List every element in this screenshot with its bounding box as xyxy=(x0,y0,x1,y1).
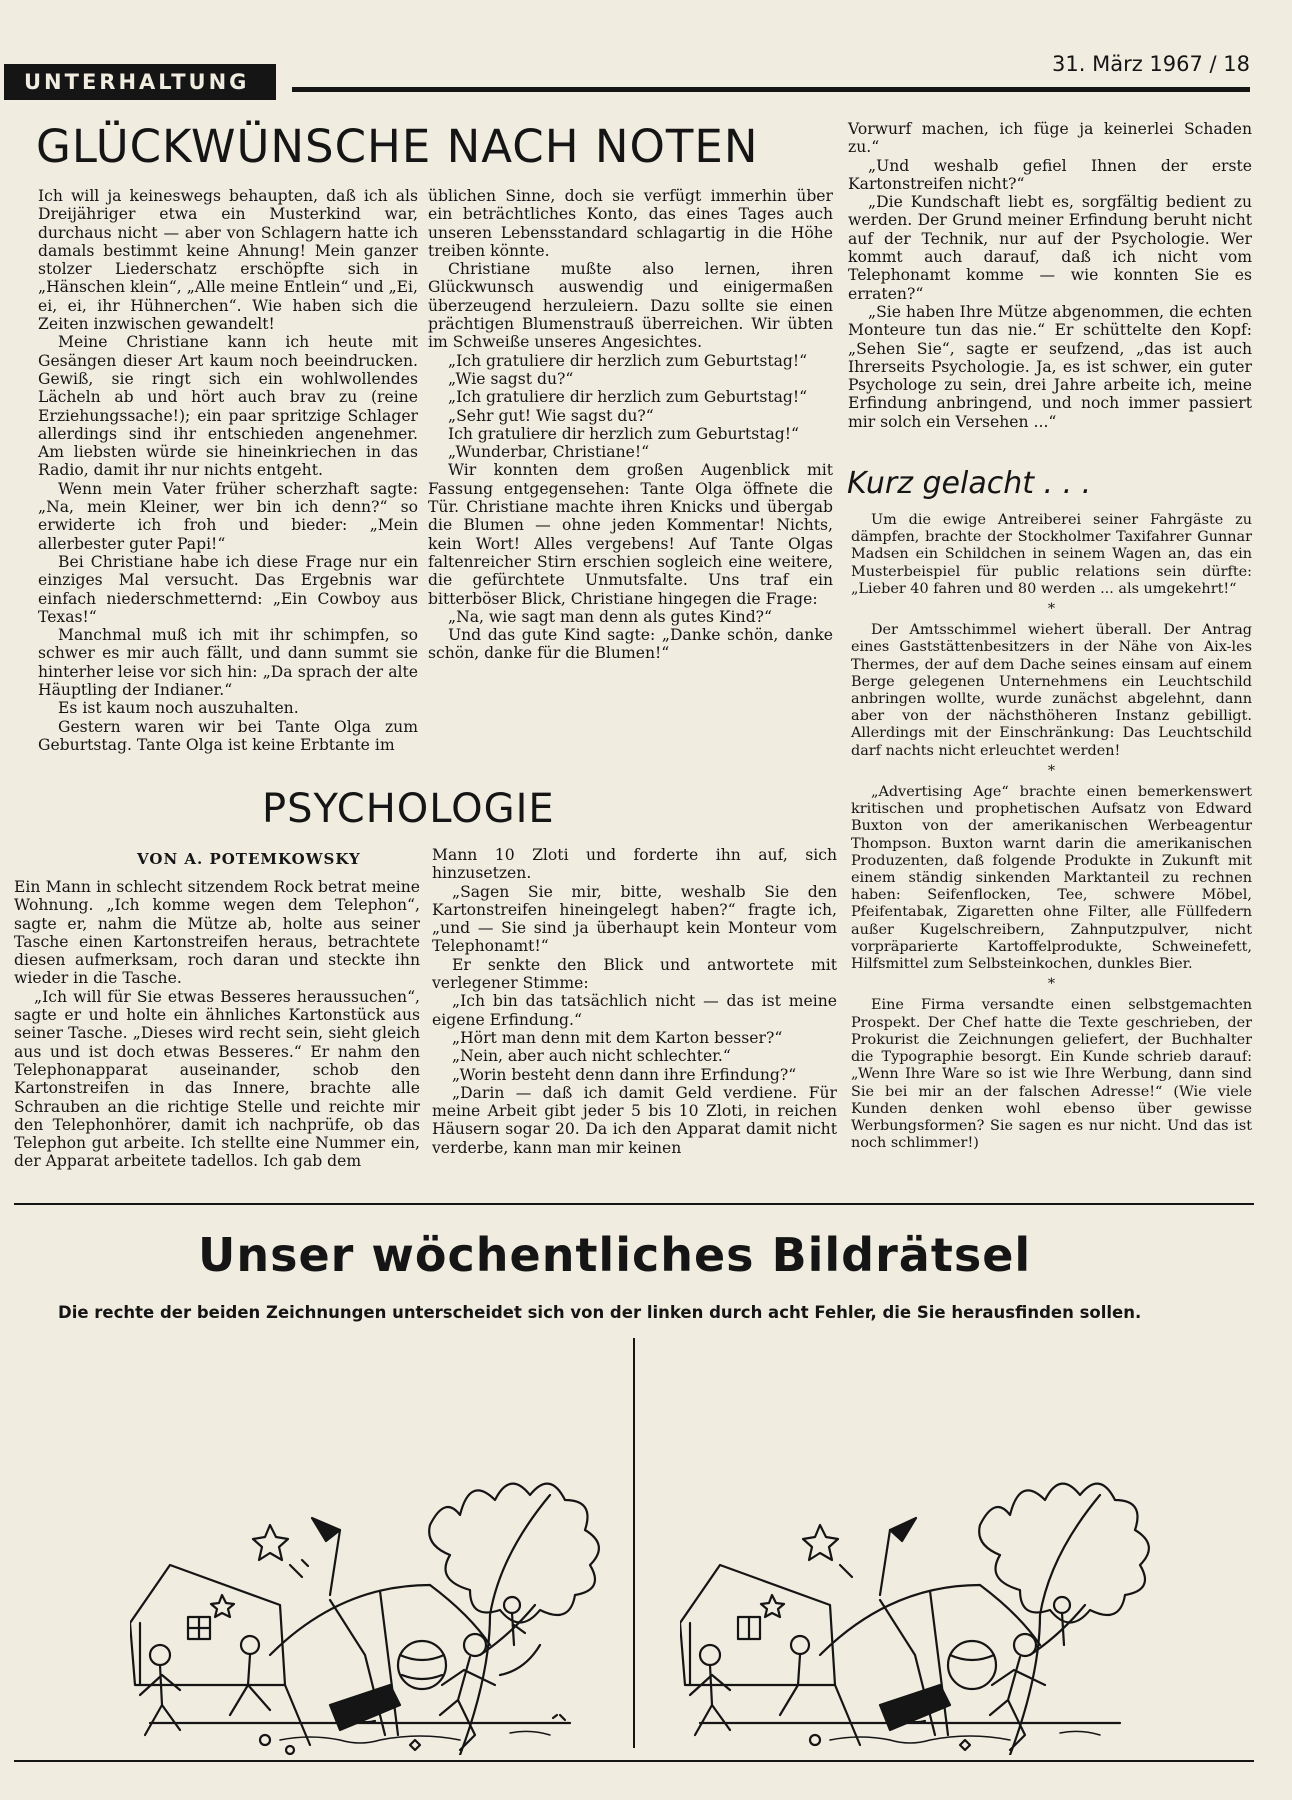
man-head xyxy=(464,1634,486,1656)
article2-column-1 xyxy=(14,878,420,1171)
paragraph: „Worin besteht denn dann ihre Erfindung?“ xyxy=(452,1065,797,1084)
paragraph: „Na, wie sagt man denn als gutes Kind?“ xyxy=(448,607,773,626)
puzzle-drawing-right xyxy=(680,1355,1150,1755)
paragraph: „Ich will für Sie etwas Besseres heraussuchen“, sagte er und holte ein ähnliches Kartonstück aus seiner Tasche. „Dieses wird recht sein, sieht gleich aus und ist doch etwas Besseres.“ Er nahm den Telephonapparat auseinander, schob den Kartonstreifen in das Innere, brachte alle Schrauben an die richtige Stelle und reichte mir den Telephonhörer, damit ich nachprüfe, ob das Telephon gut arbeite. Ich stellte eine Nummer ein, der Apparat arbeitete tadellos. Ich gab dem xyxy=(14,987,420,1171)
article2-column-3 xyxy=(848,120,1252,431)
puzzle-subtitle: Die rechte der beiden Zeichnungen unterscheidet sich von der linken durch acht Fehler, die Sie herausfinden sollen. xyxy=(58,1303,1142,1322)
paragraph: Ein Mann in schlecht sitzendem Rock betrat meine Wohnung. „Ich komme wegen dem Telephon“, sagte er, nahm die Mütze ab, holte aus seiner Tasche einen Kartonstreifen heraus, betrachtete diesen aufmerksam, roch daran und steckte ihn wieder in die Tasche. xyxy=(14,878,420,988)
paragraph: Meine Christiane kann ich heute mit Gesängen dieser Art kaum noch beeindrucken. Gewiß, sie ringt sich ein wohlwollendes Lächeln ab und hört auch brav zu (reine Erziehungssache!); ein paar spritzige Schlager allerdings sind ihr entschieden angenehmer. Am liebsten würde sie hineinkriechen in das Radio, damit ihr nur nichts entgeht. xyxy=(38,333,418,480)
paragraph: Christiane mußte also lernen, ihren Glückwunsch auswendig und einigermaßen überzeugend herzuleiern. Dazu sollte sie einen prächtigen Blumenstrauß überreichen. Wir übten im Schweiße unseres Angesichtes. xyxy=(428,260,833,352)
article1-column-2 xyxy=(428,187,833,663)
issue-date-page: 31. März 1967 / 18 xyxy=(1052,52,1250,76)
paragraph: „Und weshalb gefiel Ihnen der erste Kartonstreifen nicht?“ xyxy=(848,156,1252,193)
flag-pole xyxy=(330,1530,340,1595)
separator-asterisk: * xyxy=(1047,601,1056,618)
paragraph: „Ich gratuliere dir herzlich zum Geburtstag!“ xyxy=(448,388,808,407)
paragraph: Vorwurf machen, ich füge ja keinerlei Schaden zu.“ xyxy=(848,120,1252,157)
anecdote: Der Amtsschimmel wiehert überall. Der Antrag eines Gaststättenbesitzers in der Nähe von Aix-les Thermes, der auf dem Dache seines einsam auf einem Berge gelegenen Unternehmens ein Leuchtschild anbringen wollte, wurde zunächst abgelehnt, dann aber von der nächsthöheren Instanz gebilligt. Allerdings mit der Einschränkung: Das Leuchtschild darf nachts nicht erleuchtet werden! xyxy=(851,622,1252,759)
byline: VON A. POTEMKOWSKY xyxy=(137,850,361,868)
paragraph: „Sehr gut! Wie sagst du?“ xyxy=(448,406,654,425)
paragraph: Es ist kaum noch auszuhalten. xyxy=(58,699,299,718)
kurz-gelacht-column xyxy=(851,512,1252,1152)
puzzle-title: Unser wöchentliches Bildrätsel xyxy=(198,1228,1032,1282)
paragraph: „Ich bin das tatsächlich nicht — das ist meine eigene Erfindung.“ xyxy=(432,992,837,1029)
tree-crown xyxy=(429,1484,599,1623)
article2-column-2 xyxy=(432,846,837,1157)
paragraph: Gestern waren wir bei Tante Olga zum Geburtstag. Tante Olga ist keine Erbtante im xyxy=(38,717,418,754)
paragraph: „Sagen Sie mir, bitte, weshalb Sie den Kartonstreifen hineingelegt haben?“ fragte ich, „und — Sie sind ja überhaupt kein Monteur vom Telephonamt!“ xyxy=(432,882,837,956)
header-rule xyxy=(292,87,1250,92)
article-title-glueckwuensche: GLÜCKWÜNSCHE NACH NOTEN xyxy=(36,120,759,173)
bottom-rule xyxy=(14,1760,1254,1762)
separator-asterisk: * xyxy=(1047,762,1056,779)
anecdote: Um die ewige Antreiberei seiner Fahrgäste zu dämpfen, brachte der Stockholmer Taxifahrer Gunnar Madsen ein Schildchen in seinem Wagen an, das ein Musterbeispiel für public relations sein dürfte: „Lieber 40 fahren und 80 werden ... als umgekehrt!“ xyxy=(851,512,1252,597)
anecdote: Eine Firma versandte einen selbstgemachten Prospekt. Der Chef hatte die Texte geschrieben, der Prokurist die Zeichnungen geliefert, der Buchhalter die Typographie besorgt. Ein Kunde schrieb darauf: „Wenn Ihre Ware so ist wie Ihre Werbung, dann sind Sie bei mir an der falschen Adresse!“ (Wie viele Kunden denken wohl ebenso über gewisse Werbungsformen? Sie sagen es nur nicht. Und das ist noch schlimmer!) xyxy=(851,997,1252,1152)
paragraph: Er senkte den Blick und antwortete mit verlegener Stimme: xyxy=(432,955,837,993)
paragraph: üblichen Sinne, doch sie verfügt immerhin über ein beträchtliches Konto, das eines Tages auch unseren Lebensstandard schlagartig in die Höhe treiben könnte. xyxy=(428,187,833,260)
section-divider xyxy=(14,1203,1254,1205)
puzzle-drawing-left xyxy=(130,1355,600,1755)
article1-column-1 xyxy=(38,187,418,754)
paragraph: „Hört man denn mit dem Karton besser?“ xyxy=(452,1028,783,1047)
paragraph: „Darin — daß ich damit Geld verdiene. Für meine Arbeit gibt jeder 5 bis 10 Zloti, in reichen Häusern sogar 20. Da ich den Apparat damit nicht verderbe, kann man mir keinen xyxy=(432,1083,837,1157)
paragraph: „Nein, aber auch nicht schlechter.“ xyxy=(452,1047,731,1066)
paragraph: Ich gratuliere dir herzlich zum Geburtstag!“ xyxy=(448,424,800,443)
back-tent xyxy=(130,1565,285,1685)
flag xyxy=(312,1518,340,1541)
star xyxy=(253,1525,288,1560)
paragraph: Mann 10 Zloti und forderte ihn auf, sich hinzusetzen. xyxy=(432,846,837,883)
paragraph: Ich will ja keineswegs behaupten, daß ich als Dreijähriger etwa ein Musterkind war, durchaus nicht — aber von Schlagern hatte ich damals bestimmt keine Ahnung! Mein ganzer stolzer Liederschatz erschöpfte sich in „Hänschen klein“, „Alle meine Entlein“ und „Ei, ei, ei, ihr Hühnerchen“. Wie haben sich die Zeiten inzwischen gewandelt! xyxy=(38,187,418,334)
paragraph: „Ich gratuliere dir herzlich zum Geburtstag!“ xyxy=(448,351,808,370)
person-head xyxy=(150,1645,170,1665)
paragraph: „Die Kundschaft liebt es, sorgfältig bedient zu werden. Der Grund meiner Erfindung beruht nicht auf der Technik, nur auf der Psychologie. Wer kommt auch darauf, daß ich nicht vom Telephonamt komme — wie konnten Sie es erraten?“ xyxy=(848,193,1252,303)
paragraph: Und das gute Kind sagte: „Danke schön, danke schön, danke für die Blumen!“ xyxy=(428,626,833,663)
paragraph: „Sie haben Ihre Mütze abgenommen, die echten Monteure tun das nie.“ Er schüttelte den Kopf: „Sehen Sie“, sagte er seufzend, „das ist auch Ihrerseits Psychologie. Ja, es ist schwer, ein guter Psychologe zu sein, drei Jahre arbeite ich, meine Erfindung anbringend, und noch immer passiert mir solch ein Versehen ...“ xyxy=(848,302,1252,431)
paragraph: Wenn mein Vater früher scherzhaft sagte: „Na, mein Kleiner, wer bin ich denn?“ so erwiderte ich froh und bieder: „Mein allerbester guter Papi!“ xyxy=(38,479,418,553)
section-label: UNTERHALTUNG xyxy=(24,70,250,94)
paragraph: „Wie sagst du?“ xyxy=(448,369,574,388)
kurz-gelacht-title: Kurz gelacht . . . xyxy=(847,466,1092,501)
separator-asterisk: * xyxy=(1047,976,1056,993)
paragraph: „Wunderbar, Christiane!“ xyxy=(448,443,650,462)
article-title-psychologie: PSYCHOLOGIE xyxy=(262,786,555,832)
paragraph: Bei Christiane habe ich diese Frage nur ein einziges Mal versucht. Das Ergebnis war einfach niederschmetternd: „Ein Cowboy aus Texas!“ xyxy=(38,552,418,626)
anecdote: „Advertising Age“ brachte einen bemerkenswert kritischen und prophetischen Aufsatz von Edward Buxton von der amerikanischen Werbeagentur Thompson. Buxton warnt darin die amerikanischen Produzenten, daß folgende Produkte in Zukunft mit einem ständig sinkenden Marktanteil zu rechnen haben: Seifenflocken, Tee, schwere Möbel, Pfeifentabak, Zigaretten ohne Filter, alle Füllfedern außer Kugelschreibern, Zahnputzpulver, nicht vorpräparierte Kartoffelprodukte, Schweinefett, Hilfsmittel zum Selbsteinkochen, dunkles Bier. xyxy=(851,784,1252,973)
beach-ball xyxy=(398,1641,446,1689)
drawing-divider xyxy=(633,1338,635,1748)
paragraph: Wir konnten dem großen Augenblick mit Fassung entgegensehen: Tante Olga öffnete die Tür. Christiane machte ihren Knicks und übergab die Blumen — ohne jeden Kommentar! Nichts, kein Wort! Alles vergebens! Auf Tante Olgas faltenreicher Stirn erschien sogleich eine weitere, die gefürchtete Unmutsfalte. Uns traf ein bitterböser Blick, Christiane hingegen die Frage: xyxy=(428,461,833,608)
paragraph: Manchmal muß ich mit ihr schimpfen, so schwer es mir auch fällt, und dann summt sie hinterher leise vor sich hin: „Da sprach der alte Häuptling der Indianer.“ xyxy=(38,626,418,700)
